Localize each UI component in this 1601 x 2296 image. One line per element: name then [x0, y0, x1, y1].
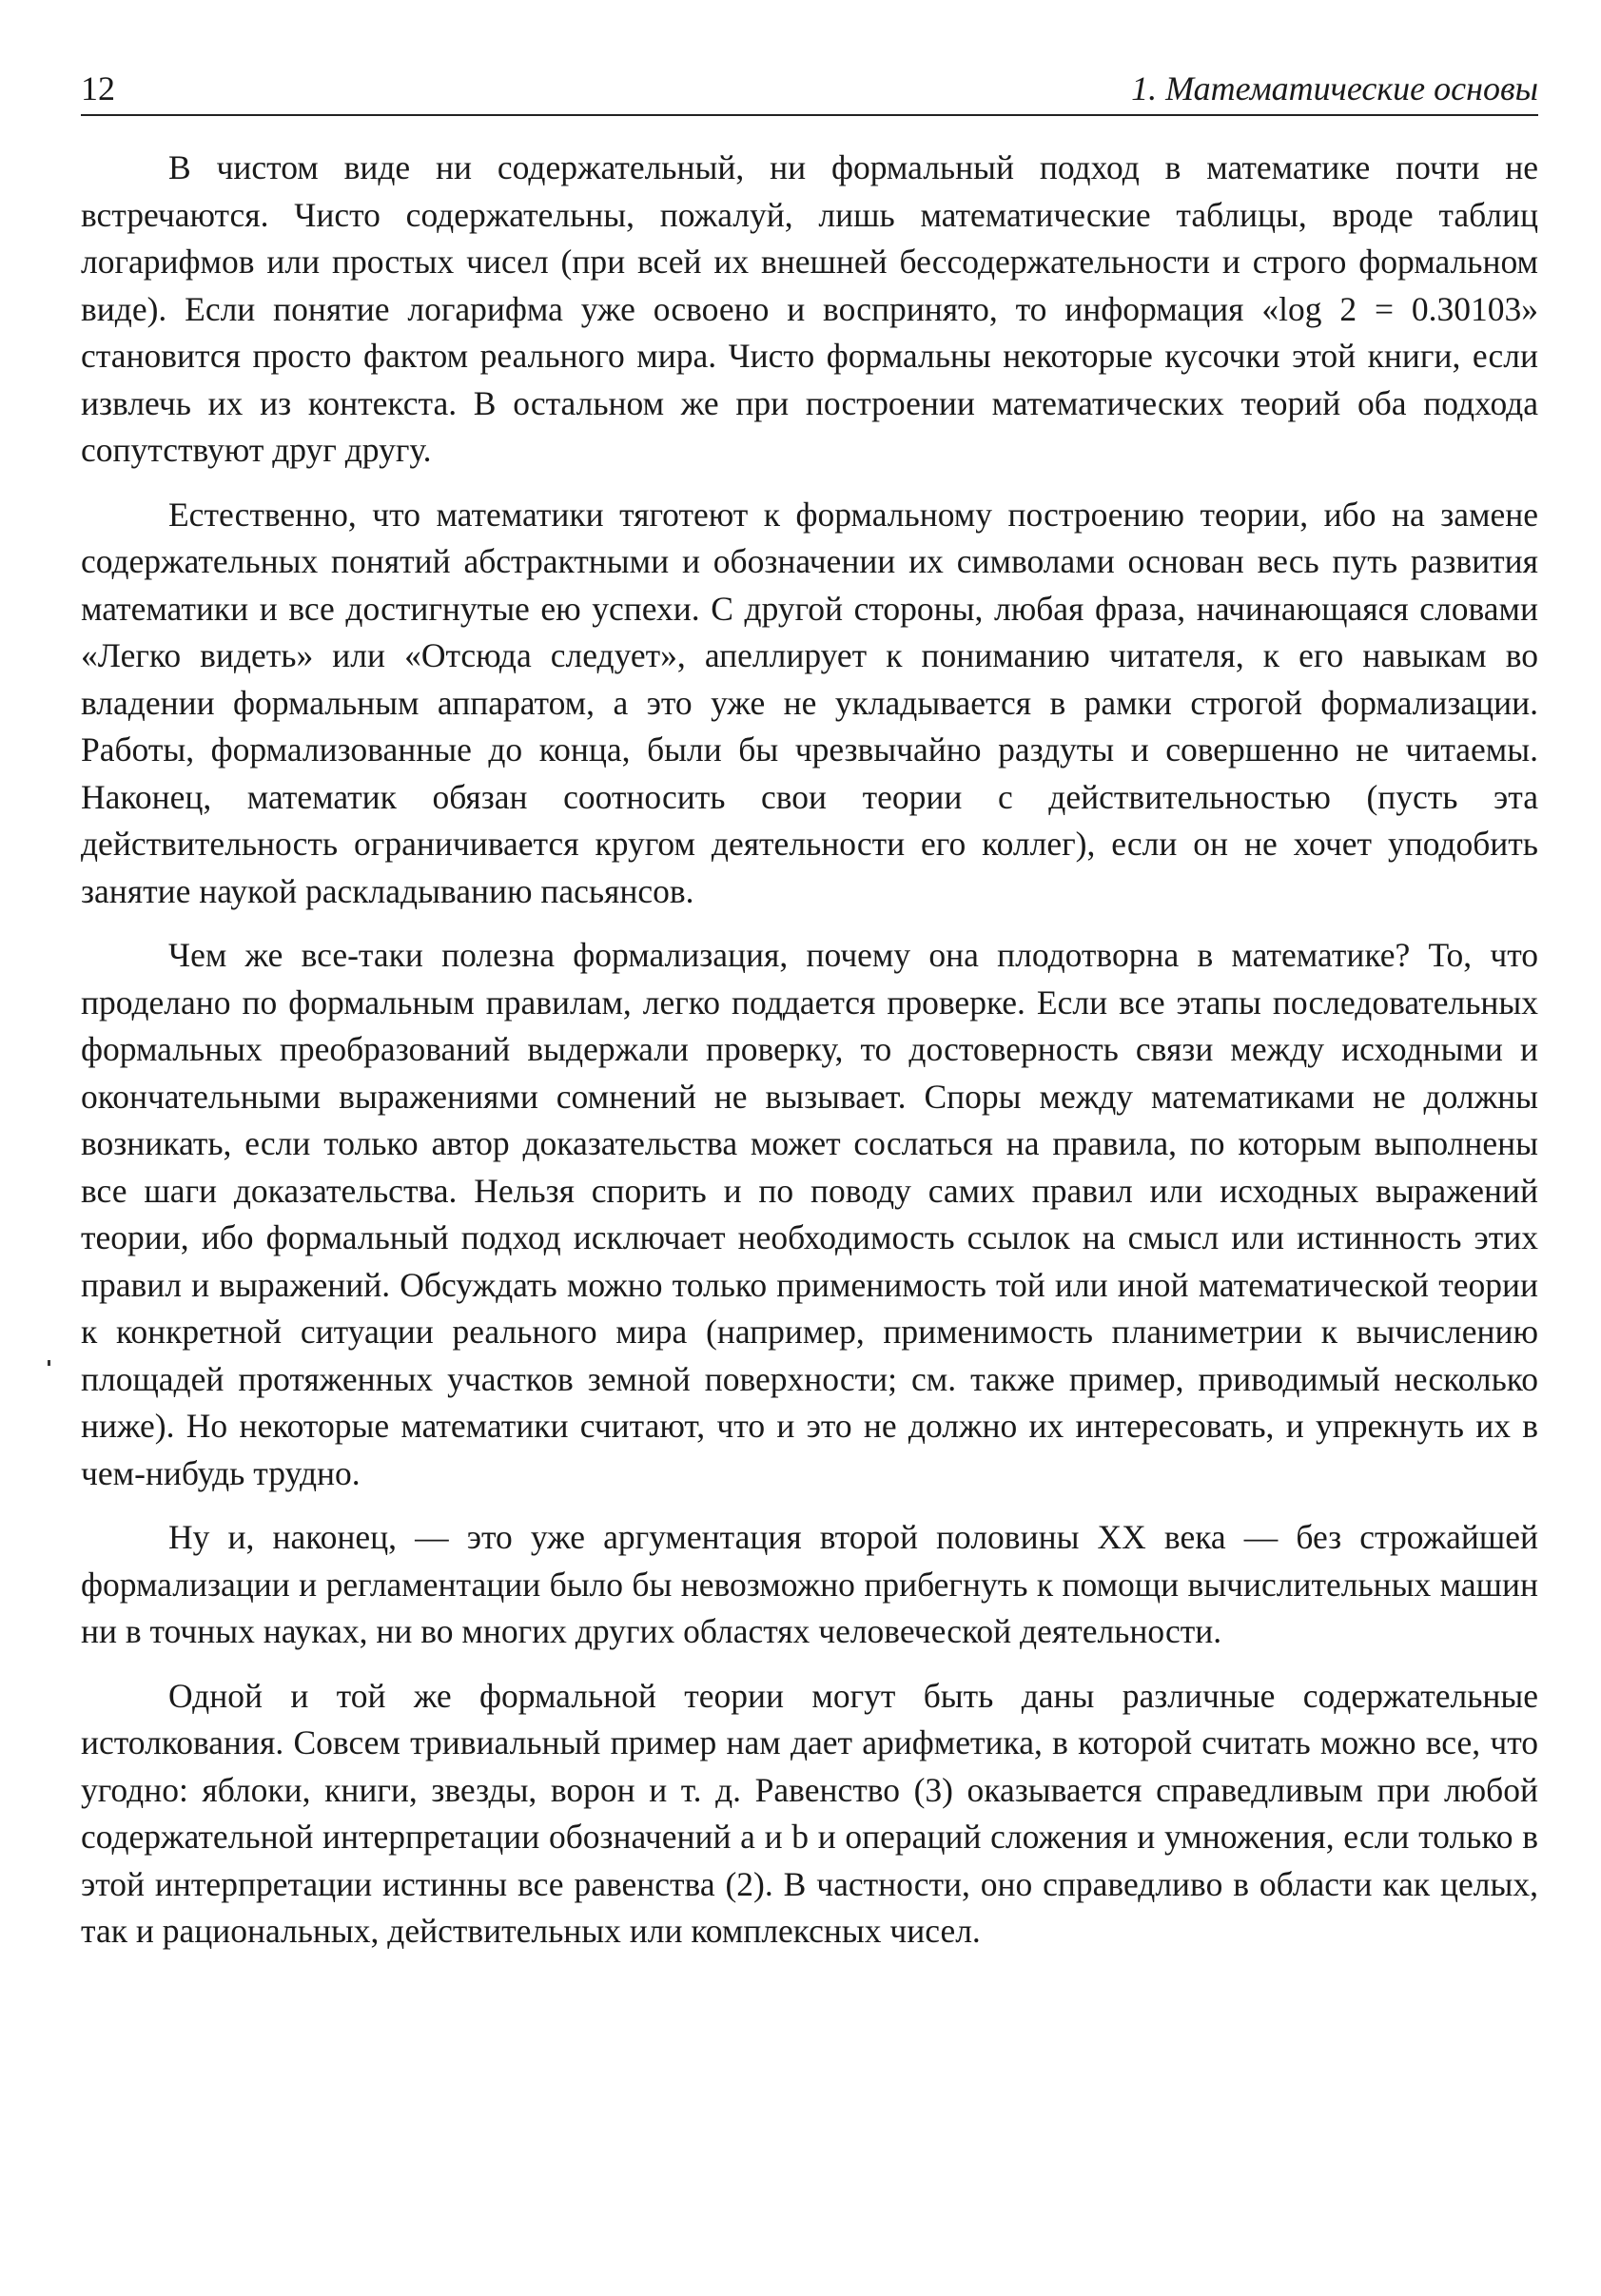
scan-speck	[48, 1360, 50, 1366]
book-page	[81, 59, 1538, 1973]
paragraph-2: Естественно, что математики тяготеют к формальному построению теории, ибо на замене содержательных понятий абстрактными и обозначении их символами основан весь путь развития математики и все достигнутые ею успехи. С другой стороны, любая фраза, начинающаяся словами «Легко видеть» или «Отсюда следует», апеллирует к пониманию читателя, к его навыкам во владении формальным аппаратом, а это уже не укладывается в рамки строгой формализации. Работы, формализованные до конца, были бы чрезвычайно раздуты и совершенно не читаемы. Наконец, математик обязан соотносить свои теории с действительностью (пусть эта действительность ограничивается кругом деятельности его коллег), если он не хочет уподобить занятие наукой раскладыванию пасьянсов.	[81, 495, 1538, 910]
paragraph-4: Ну и, наконец, — это уже аргументация второй половины XX века — без строжайшей формализации и регламентации было бы невозможно прибегнуть к помощи вычислительных машин ни в точных науках, ни во многих других областях человеческой деятельности.	[81, 1518, 1538, 1650]
running-title: 1. Математические основы	[1131, 69, 1538, 107]
paragraph-3: Чем же все-таки полезна формализация, почему она плодотворна в математике? То, что проделано по формальным правилам, легко поддается проверке. Если все этапы последовательных формальных преобразований выдержали проверку, то достоверность связи между исходными и окончательными выражениями сомнений не вызывает. Споры между математиками не должны возникать, если только автор доказательства может сослаться на правила, по которым выполнены все шаги доказательства. Нельзя спорить и по поводу самих правил или исходных выражений теории, ибо формальный подход исключает необходимость ссылок на смысл или истинность этих правил и выражений. Обсуждать можно только применимость той или иной математической теории к конкретной ситуации реального мира (например, применимость планиметрии к вычислению площадей протяженных участков земной поверхности; см. также пример, приводимый несколько ниже). Но некоторые математики считают, что и это не должно их интересовать, и упрекнуть их в чем-нибудь трудно.	[81, 936, 1538, 1492]
paragraph-1: В чистом виде ни содержательный, ни формальный подход в математике почти не встречаются. Чисто содержательны, пожалуй, лишь математические таблицы, вроде таблиц логарифмов или простых чисел (при всей их внешней бессодержательности и строго формальном виде). Если понятие логарифма уже освоено и воспринято, то информация «log 2 = 0.30103» становится просто фактом реального мира. Чисто формальны некоторые кусочки этой книги, если извлечь их из контекста. В остальном же при построении математических теорий оба подхода сопутствуют друг другу.	[81, 148, 1538, 469]
page-body	[81, 145, 1538, 1955]
page-number: 12	[81, 69, 115, 107]
page-header	[81, 59, 1538, 116]
paragraph-5: Одной и той же формальной теории могут быть даны различные содержательные истолкования. Совсем тривиальный пример нам дает арифметика, в которой считать можно все, что угодно: яблоки, книги, звезды, ворон и т. д. Равенство (3) оказывается справедливым при любой содержательной интерпретации обозначений a и b и операций сложения и умножения, если только в этой интерпретации истинны все равенства (2). В частности, оно справедливо в области как целых, так и рациональных, действительных или комплексных чисел.	[81, 1676, 1538, 1950]
